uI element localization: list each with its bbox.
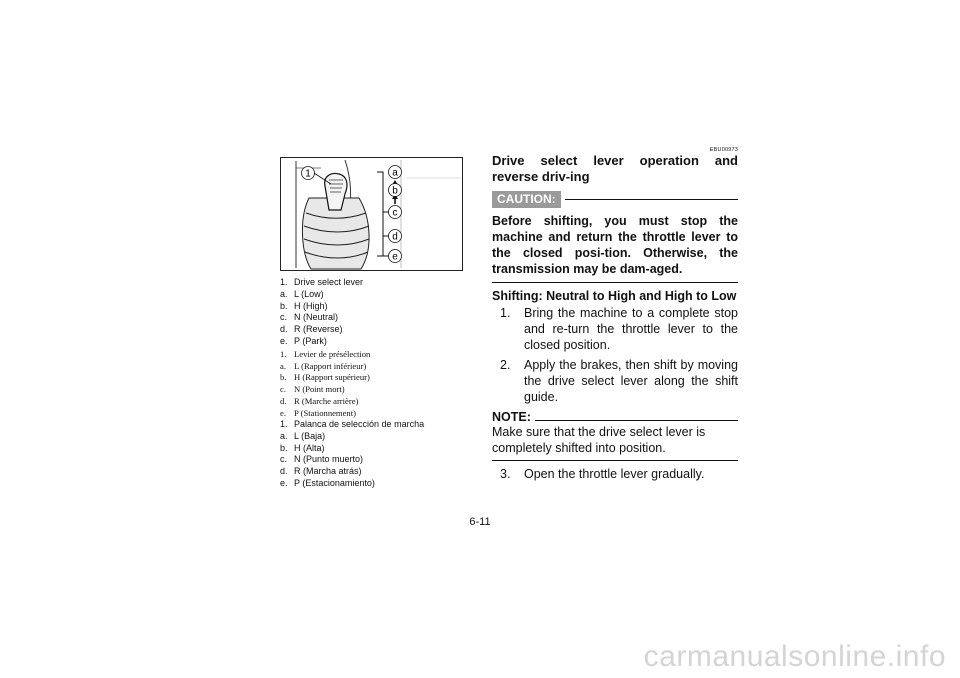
step-item: 1. Bring the machine to a complete stop and re-turn the throttle lever to the closed position.	[500, 306, 738, 352]
caution-rule	[565, 199, 738, 200]
caption-item: 1. Drive select lever	[280, 277, 364, 287]
subheading: Shifting: Neutral to High and High to Low	[492, 289, 737, 303]
callout-e	[389, 250, 402, 263]
caption-list-spanish	[280, 419, 470, 490]
caption-item: e. P (Estacionamiento)	[280, 477, 375, 488]
callout-b	[389, 184, 402, 197]
caution-text: Before shifting, you must stop the machine and return the throttle lever to the closed posi-tion. Otherwise, the transmission may be dam-aged.	[492, 214, 738, 276]
callout-a	[389, 166, 402, 179]
caption-item: c. N (Neutral)	[280, 312, 339, 323]
svg-text:1: 1	[305, 168, 311, 180]
caption-item: a. L (Rapport inférieur)	[280, 360, 367, 371]
caption-item: e. P (Stationnement)	[280, 407, 356, 418]
caption-item: b. H (High)	[280, 300, 328, 311]
caption-item: 1. Levier de présélection	[280, 349, 371, 359]
section-code: EBU00973	[709, 147, 738, 153]
caption-item: d. R (Marcha atrás)	[280, 466, 362, 477]
callout-1	[302, 167, 315, 180]
step-item: 3. Open the throttle lever gradually.	[500, 467, 705, 481]
caution-label: CAUTION:	[492, 191, 561, 208]
svg-text:e: e	[392, 251, 398, 263]
svg-text:c: c	[392, 207, 398, 219]
caption-list-french	[280, 349, 470, 419]
svg-text:a: a	[392, 167, 398, 179]
caption-item: e. P (Park)	[280, 335, 327, 346]
caption-item: b. H (Alta)	[280, 442, 325, 453]
instruction-section	[492, 147, 738, 482]
callout-c	[389, 206, 402, 219]
note-rule	[535, 420, 738, 421]
caution-end-rule	[492, 282, 738, 283]
caption-item: d. R (Reverse)	[280, 324, 343, 335]
watermark: carmanualsonline.info	[643, 640, 946, 673]
caption-list-english	[280, 277, 470, 348]
step-item: 2. Apply the brakes, then shift by moving the drive select lever along the shift guide.	[500, 358, 738, 404]
caption-item: c. N (Point mort)	[280, 384, 345, 395]
caption-item: 1. Palanca de selección de marcha	[280, 419, 425, 429]
caption-item: a. L (Baja)	[280, 430, 326, 441]
svg-text:b: b	[392, 185, 398, 197]
section-title: Drive select lever operation and reverse driv-ing	[492, 153, 738, 184]
note-label: NOTE:	[492, 410, 531, 424]
caution-header	[492, 191, 738, 208]
caption-item: d. R (Marche arrière)	[280, 395, 359, 406]
svg-text:d: d	[392, 231, 398, 243]
note-end-rule	[492, 460, 738, 461]
note-header	[492, 410, 738, 424]
caption-item: b. H (Rapport supérieur)	[280, 372, 370, 383]
callout-d	[389, 230, 402, 243]
page-number: 6-11	[469, 516, 491, 528]
drive-select-lever-illustration	[280, 157, 463, 271]
caption-item: c. N (Punto muerto)	[280, 454, 364, 465]
note-text: Make sure that the drive select lever is completely shifted into position.	[492, 425, 706, 455]
lever-drawing	[281, 158, 462, 270]
caption-item: a. L (Low)	[280, 288, 324, 299]
